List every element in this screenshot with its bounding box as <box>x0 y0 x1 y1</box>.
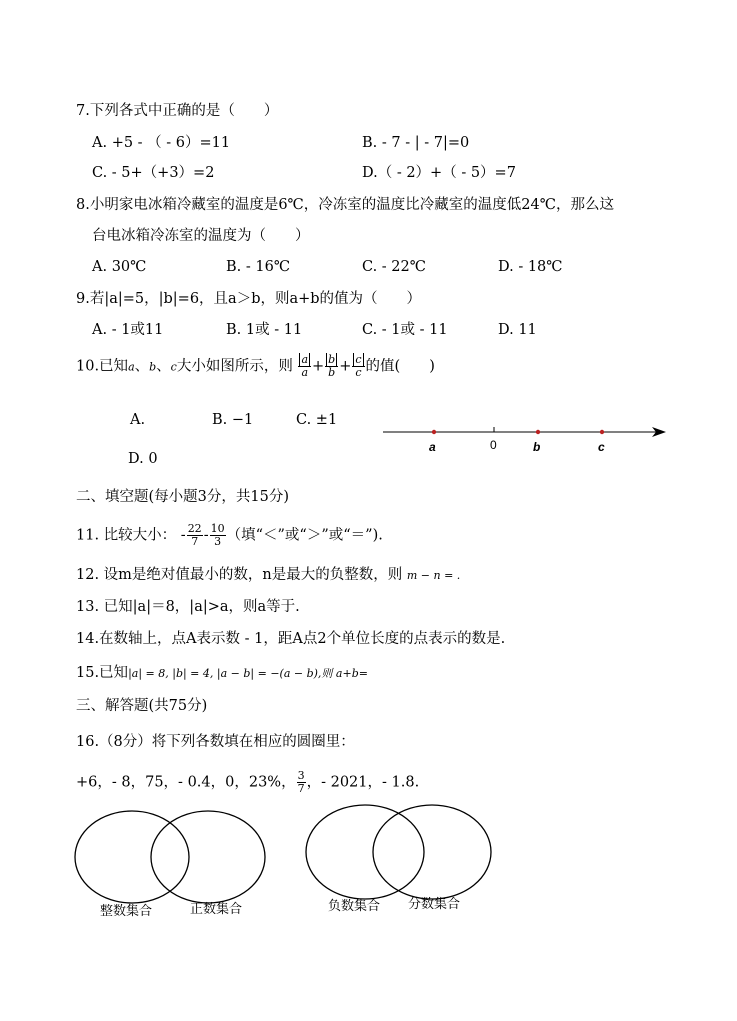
q8-option-b: B. - 16℃ <box>226 259 291 275</box>
q10-stem-prefix: 10.已知 <box>76 358 129 375</box>
q15-expression: |a| = 8, |b| = 4, |a − b| = −(a − b),则 a+b= <box>128 667 368 680</box>
q10-var-b: b <box>149 360 157 374</box>
q10-stem-suffix: 的值( ) <box>365 358 435 375</box>
q10-sep2: 、 <box>156 358 171 375</box>
q7-option-b: B. - 7 - | - 7|=0 <box>362 135 470 151</box>
numberline-label-zero: 0 <box>490 438 497 452</box>
q11-prefix: 11. 比较大小： <box>76 527 177 544</box>
q10-option-a: A. <box>130 412 146 428</box>
q12-text: 12. 设m是绝对值最小的数，n是最大的负整数，则 <box>76 567 403 583</box>
q10-stem: 10.已知a、b、c大小如图所示，则 $\frac{a}{a}$ + $\frac{b}{b}$ + $\frac{c}{c}$ 的值( ) <box>76 353 435 379</box>
q10-option-d: D. 0 <box>128 451 158 467</box>
q15 <box>76 664 368 683</box>
section-3-heading: 三、解答题(共75分) <box>76 698 208 714</box>
venn-label-fractions: 分数集合 <box>408 896 461 911</box>
q7-stem: 7.下列各式中正确的是（ ） <box>76 103 279 119</box>
q10-option-b: B. −1 <box>212 412 254 428</box>
q10-frac-b: $\frac{b}{b}$ <box>325 354 338 379</box>
q9-option-d: D. 11 <box>498 322 537 338</box>
q8-option-d: D. - 18℃ <box>498 259 563 275</box>
numberline-label-c: c <box>598 440 605 454</box>
numberline-label-b: b <box>533 440 541 454</box>
q16-numbers <box>76 770 419 795</box>
q8-option-a: A. 30℃ <box>92 259 147 275</box>
q11: 11. 比较大小： - $\frac{22}{7}$ - $\frac{10}{3}$ （填“＜”或“＞”或“＝”). <box>76 522 383 548</box>
q10-frac-a: $\frac{a}{a}$ <box>298 354 311 379</box>
venn-label-negatives: 负数集合 <box>328 898 381 913</box>
q9-option-c: C. - 1或 - 11 <box>362 322 448 338</box>
q16-fraction: $\frac{3}{7}$ <box>297 769 305 795</box>
q7-option-c: C. - 5+（+3）=2 <box>92 165 215 181</box>
q9-option-b: B. 1或 - 11 <box>226 322 303 338</box>
q7-option-d: D.（ - 2）+（ - 5）=7 <box>362 165 516 181</box>
q10-var-c: c <box>170 360 177 374</box>
venn-label-positives: 正数集合 <box>190 901 243 916</box>
q13: 13. 已知|a|＝8，|a|>a，则a等于. <box>76 599 300 615</box>
q8-option-c: C. - 22℃ <box>362 259 426 275</box>
q10-stem-mid: 大小如图所示，则 <box>176 358 293 375</box>
venn-label-integers: 整数集合 <box>100 903 153 918</box>
q14: 14.在数轴上，点A表示数 - 1，距A点2个单位长度的点表示的数是. <box>76 631 506 647</box>
q7-option-a: A. +5 - （ - 6）=11 <box>92 135 231 151</box>
q12 <box>76 566 460 585</box>
section-2-heading: 二、填空题(每小题3分，共15分) <box>76 489 289 505</box>
q10-number-line <box>380 418 670 458</box>
q9-option-a: A. - 1或11 <box>92 322 164 338</box>
q9-stem: 9.若|a|=5，|b|=6，且a＞b，则a+b的值为（ ） <box>76 291 422 307</box>
q16-numbers-part1: +6，- 8，75，- 0.4，0，23%， <box>76 774 296 791</box>
q10-frac-c: $\frac{c}{c}$ <box>352 354 364 379</box>
numberline-label-a: a <box>429 440 436 454</box>
q8-stem-line1: 8.小明家电冰箱冷藏室的温度是6℃，冷冻室的温度比冷藏室的温度低24℃，那么这 <box>76 197 614 213</box>
q10-option-c: C. ±1 <box>296 412 338 428</box>
q10-sep1: 、 <box>134 358 150 375</box>
q16-numbers-part2: ，- 2021，- 1.8. <box>306 774 420 791</box>
q15-prefix: 15.已知 <box>76 665 129 681</box>
q11-fraction-2: $\frac{10}{3}$ <box>210 522 225 548</box>
q16-stem: 16.（8分）将下列各数填在相应的圆圈里： <box>76 734 355 750</box>
q11-fraction-1: $\frac{22}{7}$ <box>187 522 202 548</box>
q16-venn-diagrams <box>60 800 510 930</box>
q11-suffix: （填“＜”或“＞”或“＝”). <box>226 527 383 544</box>
q10-var-a: a <box>128 360 135 374</box>
q12-expression: m − n = . <box>406 569 461 582</box>
q8-stem-line2: 台电冰箱冷冻室的温度为（ ） <box>92 228 310 244</box>
